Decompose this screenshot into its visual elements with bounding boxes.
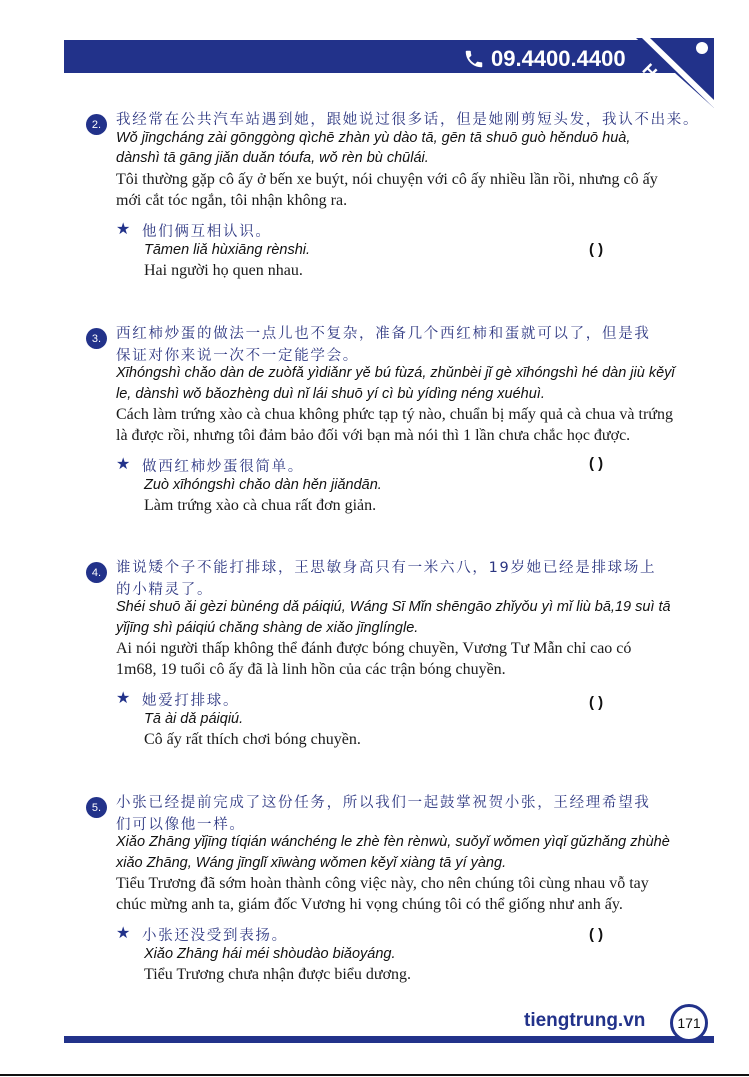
vietnamese-text: Cách làm trứng xào cà chua không phức tạp tý nào, chuẩn bị mấy quả cà chua và trứng	[116, 406, 673, 423]
statement-vietnamese: Cô ấy rất thích chơi bóng chuyền.	[144, 731, 361, 748]
answer-blank[interactable]: ( )	[589, 241, 604, 258]
statement-pinyin: Tāmen liǎ hùxiāng rènshi.	[144, 242, 311, 258]
chinese-text: 的小精灵了。	[116, 582, 214, 598]
pinyin-text: Shéi shuō ǎi gèzi bùnéng dǎ páiqiú, Wáng Sī Mǐn shēngāo zhǐyǒu yì mǐ liù bā,19 suì tā	[116, 599, 671, 615]
statement-chinese: 小张还没受到表扬。	[142, 928, 288, 944]
answer-blank[interactable]: ( )	[589, 694, 604, 711]
star-icon: ★	[116, 923, 131, 942]
chinese-text: 保证对你来说一次不一定能学会。	[116, 348, 359, 364]
statement-vietnamese: Hai người họ quen nhau.	[144, 262, 303, 279]
chinese-text: 小张已经提前完成了这份任务，所以我们一起鼓掌祝贺小张，王经理希望我	[116, 795, 651, 811]
statement-pinyin: Tā ài dǎ páiqiú.	[144, 711, 244, 727]
star-icon: ★	[116, 219, 131, 238]
vietnamese-text: chúc mừng anh ta, giám đốc Vương hi vọng chúng tôi có thể giống như anh ấy.	[116, 896, 623, 913]
item-number: 2.	[86, 114, 107, 135]
star-icon: ★	[116, 688, 131, 707]
answer-blank[interactable]: ( )	[589, 926, 604, 943]
item-number: 3.	[86, 328, 107, 349]
pinyin-text: le, dànshì wǒ bǎozhèng duì nǐ lái shuō yí cì bù yídìng néng xuéhuì.	[116, 386, 545, 402]
chinese-text: 我经常在公共汽车站遇到她，跟她说过很多话，但是她刚剪短头发，我认不出来。	[116, 112, 700, 128]
hsk-badge: HSK	[638, 60, 678, 99]
statement-chinese: 做西红柿炒蛋很简单。	[142, 459, 304, 475]
exercise-item-5	[86, 791, 702, 986]
site-name: tiengtrung.vn	[524, 1010, 646, 1031]
bottom-divider	[0, 1074, 749, 1076]
phone-icon	[463, 48, 485, 70]
pinyin-text: dànshì tā gāng jiǎn duǎn tóufa, wǒ rèn bù chūlái.	[116, 150, 429, 166]
statement-pinyin: Xiǎo Zhāng hái méi shòudào biǎoyáng.	[144, 946, 396, 962]
statement-pinyin: Zuò xīhóngshì chǎo dàn hěn jiǎndān.	[144, 477, 382, 493]
item-number: 4.	[86, 562, 107, 583]
footer-bar	[64, 1036, 714, 1043]
pinyin-text: xiǎo Zhāng, Wáng jīnglǐ xīwàng wǒmen kěyǐ xiàng tā yí yàng.	[116, 855, 507, 871]
item-number: 5.	[86, 797, 107, 818]
vietnamese-text: là được rồi, nhưng tôi đảm bảo đối với bạn mà nói thì 1 lần chưa chắc học được.	[116, 427, 631, 444]
chinese-text: 谁说矮个子不能打排球，王思敏身高只有一米六八，19岁她已经是排球场上	[116, 560, 657, 576]
answer-blank[interactable]: ( )	[589, 455, 604, 472]
statement-vietnamese: Làm trứng xào cà chua rất đơn giản.	[144, 497, 377, 514]
pinyin-text: Xiǎo Zhāng yǐjīng tíqián wánchéng le zhè fèn rènwù, suǒyǐ wǒmen yìqǐ gǔzhǎng zhùhè	[116, 834, 670, 850]
chinese-text: 们可以像他一样。	[116, 817, 246, 833]
statement-vietnamese: Tiểu Trương chưa nhận được biểu dương.	[144, 966, 412, 983]
vietnamese-text: mới cắt tóc ngắn, tôi nhận không ra.	[116, 192, 348, 209]
vietnamese-text: Tôi thường gặp cô ấy ở bến xe buýt, nói chuyện với cô ấy nhiều lần rồi, nhưng cô ấy	[116, 171, 658, 188]
vietnamese-text: 1m68, 19 tuổi cô ấy đã là linh hồn của các trận bóng chuyền.	[116, 661, 506, 678]
star-icon: ★	[116, 454, 131, 473]
exercise-item-4	[86, 556, 702, 751]
phone-contact	[463, 44, 626, 74]
exercise-item-2	[86, 108, 702, 283]
pinyin-text: yǐjīng shì páiqiú chǎng shàng de xiǎo jīnglíngle.	[116, 620, 419, 636]
pinyin-text: Wǒ jīngcháng zài gōnggòng qìchē zhàn yù dào tā, gēn tā shuō guò hěnduō huà,	[116, 130, 631, 146]
vietnamese-text: Ai nói người thấp không thể đánh được bóng chuyền, Vương Tư Mẫn chỉ cao có	[116, 640, 632, 657]
statement-chinese: 他们俩互相认识。	[142, 224, 272, 240]
pinyin-text: Xīhóngshì chǎo dàn de zuòfǎ yìdiǎnr yě bú fùzá, zhǔnbèi jǐ gè xīhóngshì hé dàn jiù kěyǐ	[116, 365, 675, 381]
page-number: 171	[670, 1004, 708, 1042]
chinese-text: 西红柿炒蛋的做法一点儿也不复杂，准备几个西红柿和蛋就可以了，但是我	[116, 326, 651, 342]
vietnamese-text: Tiểu Trương đã sớm hoàn thành công việc này, cho nên chúng tôi cùng nhau vỗ tay	[116, 875, 649, 892]
statement-chinese: 她爱打排球。	[142, 693, 240, 709]
phone-number: 09.4400.4400	[491, 46, 626, 71]
hsk-dot	[696, 42, 708, 54]
exercise-item-3	[86, 322, 702, 517]
